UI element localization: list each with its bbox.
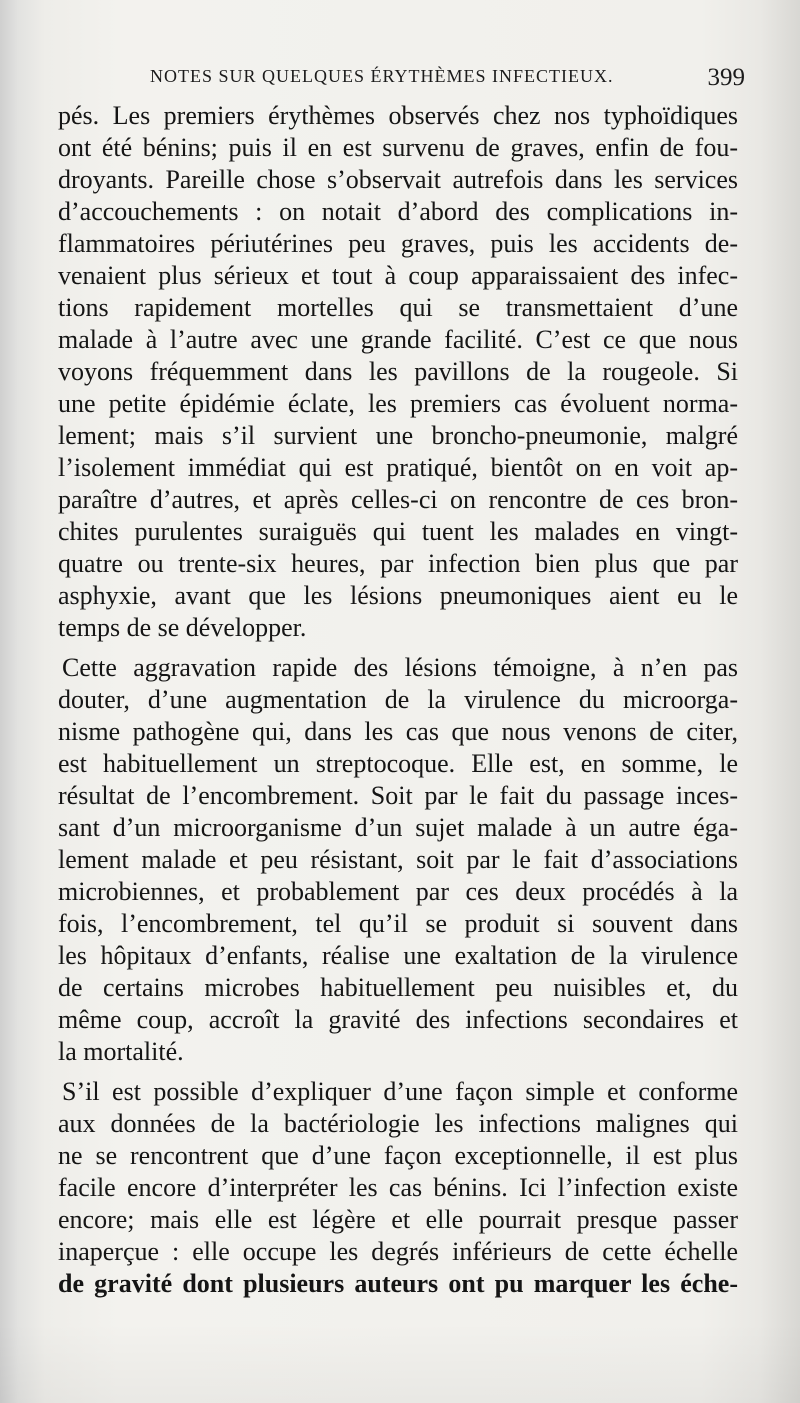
text-line: fois, l’encombrement, tel qu’il se produit si souvent dans bbox=[58, 909, 738, 938]
text-line: paraître d’autres, et après celles-ci on rencontre de ces bron- bbox=[58, 485, 738, 514]
page-shadow bbox=[0, 1323, 800, 1403]
text-line: une petite épidémie éclate, les premiers cas évoluent norma- bbox=[58, 389, 738, 418]
text-line: lement; mais s’il survient une broncho-pneumonie, malgré bbox=[58, 421, 738, 450]
text-line: chites purulentes suraiguës qui tuent les malades en vingt- bbox=[58, 517, 738, 546]
text-line: voyons fréquemment dans les pavillons de la rougeole. Si bbox=[58, 357, 738, 386]
text-line: asphyxie, avant que les lésions pneumoniques aient eu le bbox=[58, 581, 738, 610]
text-line: ont été bénins; puis il en est survenu de graves, enfin de fou- bbox=[58, 133, 738, 162]
text-line: sant d’un microorganisme d’un sujet malade à un autre éga- bbox=[58, 813, 738, 842]
text-line: la mortalité. bbox=[58, 1037, 184, 1066]
text-line: encore; mais elle est légère et elle pourrait presque passer bbox=[58, 1205, 738, 1234]
text-line: inaperçue : elle occupe les degrés inférieurs de cette échelle bbox=[58, 1237, 738, 1266]
text-line: ne se rencontrent que d’une façon exceptionnelle, il est plus bbox=[58, 1141, 738, 1170]
text-line: malade à l’autre avec une grande facilité. C’est ce que nous bbox=[58, 325, 738, 354]
text-line: douter, d’une augmentation de la virulence du microorga- bbox=[58, 685, 738, 714]
text-line: nisme pathogène qui, dans les cas que nous venons de citer, bbox=[58, 717, 738, 746]
text-line: quatre ou trente-six heures, par infection bien plus que par bbox=[58, 549, 738, 578]
running-head: NOTES SUR QUELQUES ÉRYTHÈMES INFECTIEUX. bbox=[150, 66, 614, 86]
text-line: microbiennes, et probablement par ces deux procédés à la bbox=[58, 877, 738, 906]
text-line: venaient plus sérieux et tout à coup apparaissaient des infec- bbox=[58, 261, 738, 290]
text-line: de gravité dont plusieurs auteurs ont pu marquer les éche- bbox=[58, 1269, 738, 1298]
text-line: droyants. Pareille chose s’observait autrefois dans les services bbox=[58, 165, 738, 194]
text-line: résultat de l’encombrement. Soit par le fait du passage inces- bbox=[58, 781, 738, 810]
text-line: tions rapidement mortelles qui se transmettaient d’une bbox=[58, 293, 738, 322]
text-line: même coup, accroît la gravité des infections secondaires et bbox=[58, 1005, 738, 1034]
text-line: l’isolement immédiat qui est pratiqué, bientôt on en voit ap- bbox=[58, 453, 738, 482]
text-line: S’il est possible d’expliquer d’une façon simple et conforme bbox=[62, 1077, 738, 1106]
text-line: Cette aggravation rapide des lésions témoigne, à n’en pas bbox=[62, 653, 738, 682]
text-line: pés. Les premiers érythèmes observés chez nos typhoïdiques bbox=[58, 101, 738, 130]
page-number: 399 bbox=[707, 64, 745, 91]
text-line: facile encore d’interpréter les cas bénins. Ici l’infection existe bbox=[58, 1173, 738, 1202]
text-line: temps de se développer. bbox=[58, 613, 307, 642]
text-line: est habituellement un streptocoque. Elle est, en somme, le bbox=[58, 749, 738, 778]
text-line: aux données de la bactériologie les infections malignes qui bbox=[58, 1109, 738, 1138]
text-line: de certains microbes habituellement peu nuisibles et, du bbox=[58, 973, 738, 1002]
text-line: d’accouchements : on notait d’abord des complications in- bbox=[58, 197, 738, 226]
text-line: flammatoires périutérines peu graves, puis les accidents de- bbox=[58, 229, 738, 258]
text-line: les hôpitaux d’enfants, réalise une exaltation de la virulence bbox=[58, 941, 738, 970]
page-header bbox=[150, 60, 750, 90]
text-line: lement malade et peu résistant, soit par le fait d’associations bbox=[58, 845, 738, 874]
